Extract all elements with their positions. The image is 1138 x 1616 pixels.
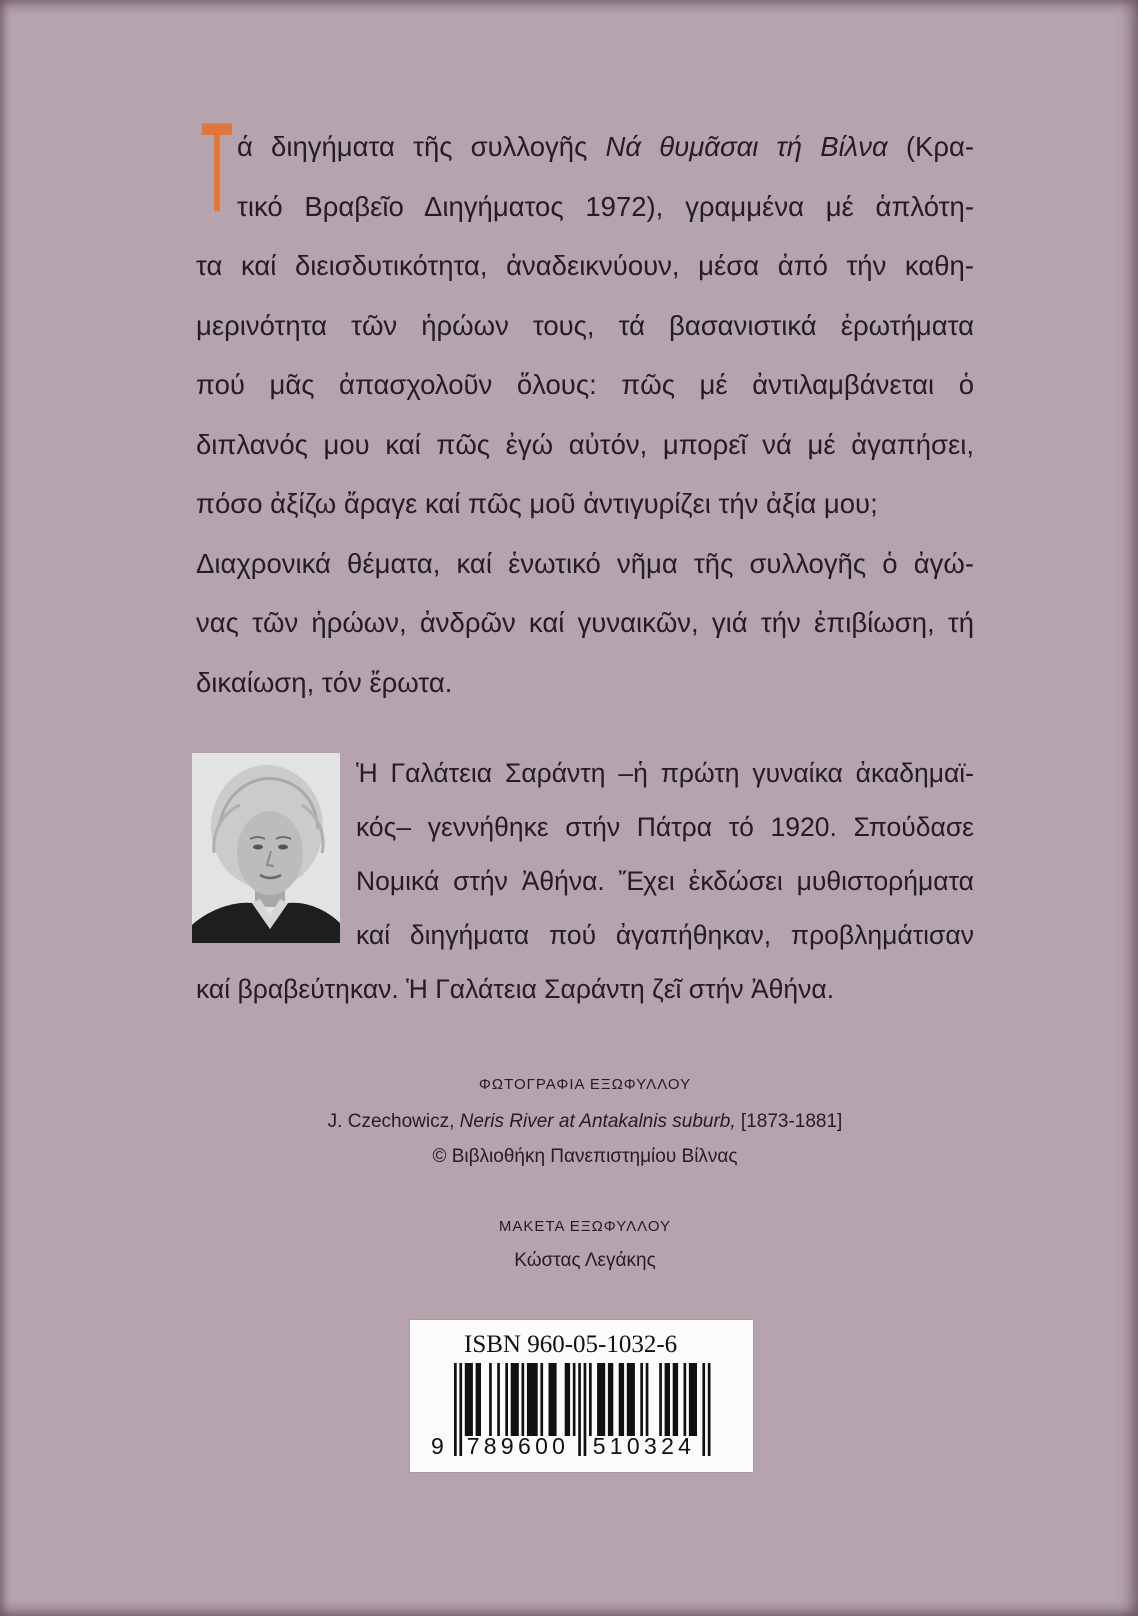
blurb-line: διπλανός μου καί πῶς ἐγώ αὐτόν, μπορεῖ νά μέ ἀγαπήσει, (196, 428, 974, 460)
barcode-guard-bar (578, 1363, 581, 1456)
barcode-guard-bar (454, 1363, 457, 1456)
barcode-bar (589, 1363, 592, 1436)
isbn-number: ISBN 960-05-1032-6 (464, 1331, 678, 1358)
barcode-bar (522, 1363, 525, 1436)
barcode-digits-right: 510324 (592, 1433, 696, 1459)
barcode-bar (497, 1363, 500, 1436)
barcode-bar (565, 1363, 570, 1436)
artist-name: J. Czechowicz, (327, 1111, 455, 1132)
cover-designer-name: Κώστας Λεγάκης (514, 1250, 656, 1271)
cover-photo-rights: © Βιβλιοθήκη Πανεπιστημίου Βίλνας (432, 1146, 738, 1167)
barcode-bar (646, 1363, 649, 1436)
barcode-bar (665, 1363, 670, 1436)
barcode-bar (689, 1363, 697, 1436)
barcode-bar (659, 1363, 662, 1436)
cover-photo-credit (196, 1109, 974, 1135)
barcode-bar (573, 1363, 576, 1436)
blurb-line: δικαίωση, τόν ἔρωτα. (196, 666, 453, 698)
blurb-line: πού μᾶς ἀπασχολοῦν ὅλους: πῶς μέ ἀντιλαμβάνεται ὁ (196, 369, 974, 400)
barcode-bar (597, 1363, 605, 1436)
barcode-bar (527, 1363, 538, 1436)
author-bio (196, 746, 974, 1016)
barcode-bar (619, 1363, 624, 1436)
bio-line: καί διηγήματα πού ἀγαπήθηκαν, προβλημάτισαν (356, 920, 974, 950)
blurb-line-text: ά διηγήματα τῆς συλλογῆς (237, 131, 588, 162)
blurb-line: Διαχρονικά θέματα, καί ἑνωτικό νῆμα τῆς συλλογῆς ὁ ἀγώ- (196, 547, 974, 579)
blurb-line: μερινότητα τῶν ἡρώων τους, τά βασανιστικά ἐρωτήματα (196, 309, 974, 341)
barcode-label (410, 1320, 753, 1472)
barcode-digit-first: 9 (431, 1433, 444, 1459)
barcode-guard-bar (584, 1363, 587, 1456)
barcode-bar (511, 1363, 519, 1436)
blurb-line (237, 117, 974, 177)
barcode-bar (673, 1363, 678, 1436)
barcode-bar (465, 1363, 473, 1436)
barcode-bar (476, 1363, 481, 1436)
book-title: Νά θυμᾶσαι τή Βίλνα (605, 131, 888, 162)
barcode-bar (489, 1363, 492, 1436)
blurb-line: νας τῶν ἡρώων, ἀνδρῶν καί γυναικῶν, γιά τήν ἐπιβίωση, τή (196, 607, 974, 638)
barcode-guard-bar (702, 1363, 705, 1456)
barcode-bar (608, 1363, 613, 1436)
blurb-paragraph (196, 117, 974, 712)
blurb-line: πόσο ἀξίζω ἄραγε καί πῶς μοῦ ἀντιγυρίζει τήν ἀξία μου; (196, 488, 878, 519)
drop-cap: Τ (201, 99, 233, 237)
barcode-bar (549, 1363, 557, 1436)
bio-line: Ἡ Γαλάτεια Σαράντη –ἡ πρώτη γυναίκα ἀκαδημαϊ- (356, 758, 974, 788)
barcode-guard-bar (708, 1363, 711, 1456)
barcode-digits-left: 789600 (466, 1433, 570, 1459)
blurb-line: τα καί διεισδυτικότητα, ἀναδεικνύουν, μέσα ἀπό τήν καθη- (196, 250, 974, 281)
barcode-bar (505, 1363, 508, 1436)
barcode-bar (640, 1363, 643, 1436)
bio-line: κός– γεννήθηκε στήν Πάτρα τό 1920. Σπούδασε (356, 812, 974, 842)
barcode-bar (627, 1363, 635, 1436)
artwork-title: Neris River at Antakalnis suburb, (459, 1111, 736, 1132)
artwork-date: [1873-1881] (740, 1111, 843, 1132)
bio-line: καί βραβεύτηκαν. Ἡ Γαλάτεια Σαράντη ζεῖ στήν Ἀθήνα. (196, 974, 835, 1004)
cover-design-heading: ΜΑΚΕΤΑ ΕΞΩΦΥΛΛΟΥ (498, 1218, 672, 1235)
barcode-bar (540, 1363, 543, 1436)
barcode-bar (684, 1363, 687, 1436)
bio-line: Νομικά στήν Ἀθήνα. Ἔχει ἐκδώσει μυθιστορήματα (356, 866, 974, 896)
cover-photo-heading: ΦΩΤΟΓΡΑΦΙΑ ΕΞΩΦΥΛΛΟΥ (478, 1076, 692, 1093)
blurb-line-text: (Κρα- (905, 131, 975, 162)
blurb-line: τικό Βραβεῖο Διηγήματος 1972), γραμμένα μέ ἁπλότη- (237, 190, 974, 222)
